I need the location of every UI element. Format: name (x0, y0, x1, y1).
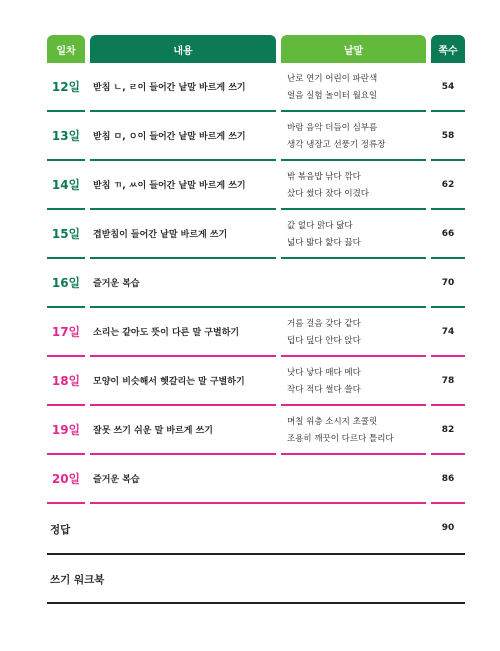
day-label: 15일 (51, 227, 81, 241)
day-label: 19일 (51, 423, 81, 437)
page-number: 74 (441, 326, 455, 337)
table-row[interactable] (47, 112, 465, 161)
lesson-title: 받침 ㄴ, ㄹ이 들어간 낱말 바르게 쓰기 (93, 83, 246, 93)
day-label: 13일 (51, 129, 81, 143)
table-row[interactable] (47, 455, 465, 504)
table-row[interactable] (47, 308, 465, 357)
word-line: 샀다 썼다 잤다 이겼다 (287, 189, 370, 199)
page-number: 54 (441, 81, 455, 92)
page-number: 86 (441, 473, 455, 484)
word-line: 며칠 위층 소시지 초콜릿 (287, 417, 378, 427)
row-divider (47, 602, 465, 604)
word-line: 얼음 실험 놀이터 월요일 (287, 91, 378, 101)
lesson-title: 즐거운 복습 (93, 279, 140, 289)
lesson-title: 소리는 같아도 뜻이 다른 말 구별하기 (93, 328, 240, 338)
word-line: 덥다 덮다 안다 앉다 (287, 336, 361, 346)
lesson-title: 모양이 비슷해서 헷갈리는 말 구별하기 (93, 377, 245, 387)
lesson-title: 즐거운 복습 (93, 475, 140, 485)
row-divider (90, 502, 426, 504)
header-words: 낱말 (281, 35, 426, 63)
word-line: 작다 적다 썰다 쓸다 (287, 385, 361, 395)
word-line: 바람 음악 더듬이 심부름 (287, 123, 378, 133)
answers-row[interactable] (47, 505, 465, 555)
word-line: 생각 냉장고 선풍기 정류장 (287, 140, 386, 150)
lesson-title: 받침 ㄲ, ㅆ이 들어간 낱말 바르게 쓰기 (93, 181, 246, 191)
lesson-title: 잘못 쓰기 쉬운 말 바르게 쓰기 (93, 426, 213, 436)
day-label: 17일 (51, 325, 81, 339)
word-line: 난로 연기 어린이 파란색 (287, 74, 378, 84)
lesson-title: 겹받침이 들어간 낱말 바르게 쓰기 (93, 230, 228, 240)
page-number: 66 (441, 228, 455, 239)
word-list (287, 63, 377, 110)
word-list (287, 161, 369, 208)
page-number: 58 (441, 130, 455, 141)
word-line: 넓다 밟다 핥다 끓다 (287, 238, 361, 248)
workbook-label: 쓰기 워크북 (50, 574, 105, 586)
page-number: 70 (441, 277, 455, 288)
table-row[interactable] (47, 357, 465, 406)
page-number: 62 (441, 179, 455, 190)
table-row[interactable] (47, 406, 465, 455)
word-line: 밖 볶음밥 낚다 깎다 (287, 172, 361, 182)
header-day: 일차 (47, 35, 85, 63)
lesson-title: 받침 ㅁ, ㅇ이 들어간 낱말 바르게 쓰기 (93, 132, 246, 142)
day-label: 18일 (51, 374, 81, 388)
workbook-row[interactable] (47, 555, 465, 605)
row-divider (47, 502, 85, 504)
word-line: 거름 걸음 갖다 같다 (287, 319, 361, 329)
word-line: 조용히 깨끗이 다르다 틀리다 (287, 434, 394, 444)
row-divider (431, 502, 465, 504)
day-label: 16일 (51, 276, 81, 290)
day-label: 12일 (51, 80, 81, 94)
table-row[interactable] (47, 63, 465, 112)
table-row[interactable] (47, 161, 465, 210)
word-line: 낫다 낳다 매다 메다 (287, 368, 361, 378)
word-list (287, 308, 361, 355)
page-number: 78 (441, 375, 455, 386)
word-list (287, 357, 361, 404)
word-line: 값 없다 맑다 닮다 (287, 221, 353, 231)
answers-label: 정답 (50, 524, 71, 536)
day-label: 20일 (51, 472, 81, 486)
word-list (287, 406, 394, 453)
table-row[interactable] (47, 210, 465, 259)
page-number: 82 (441, 424, 455, 435)
header-content: 내용 (90, 35, 276, 63)
table-row[interactable] (47, 259, 465, 308)
day-label: 14일 (51, 178, 81, 192)
header-page: 쪽수 (431, 35, 465, 63)
word-list (287, 210, 361, 257)
word-list (287, 112, 385, 159)
page-number: 90 (441, 523, 455, 533)
